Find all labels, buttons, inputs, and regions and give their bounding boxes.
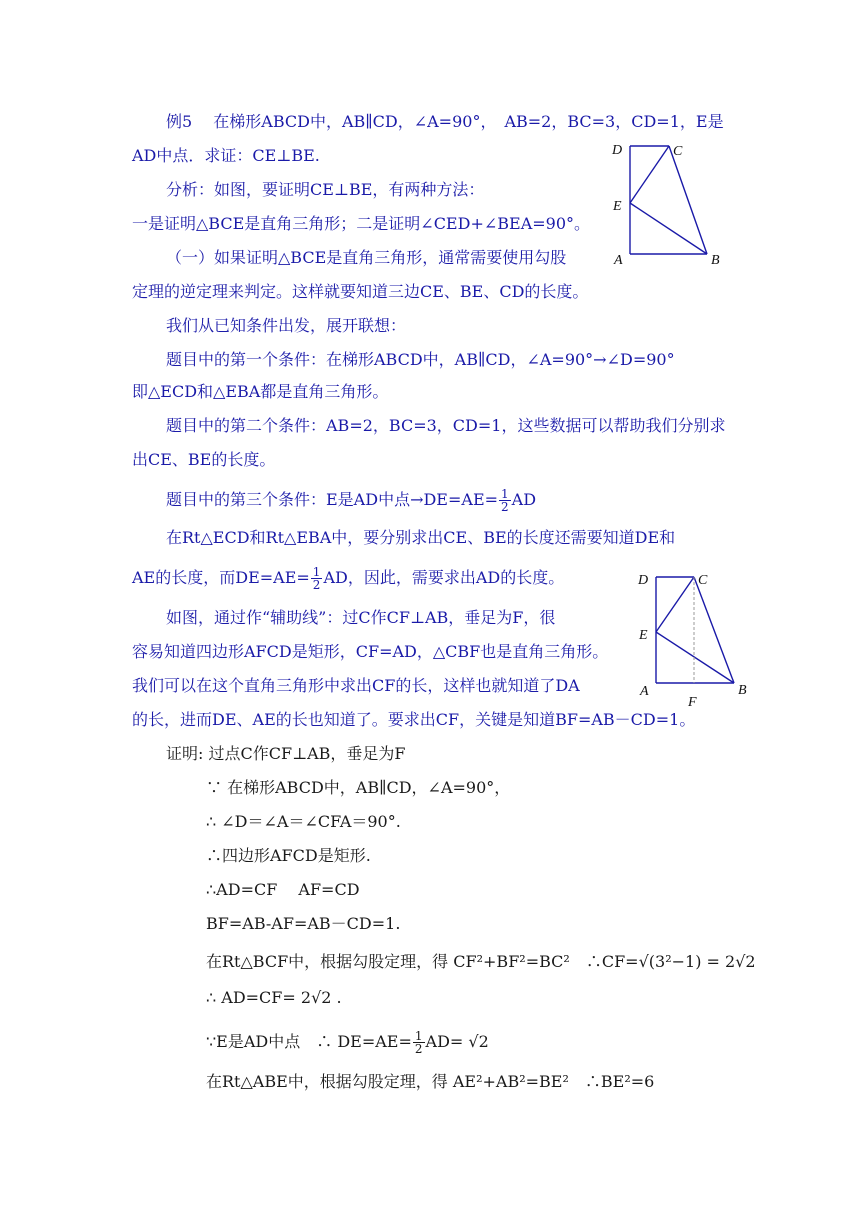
line-key-bf: 的长，进而DE、AE的长也知道了。要求出CF，关键是知道BF=AB－CD=1。 — [132, 710, 696, 729]
line-midpoint — [206, 1030, 489, 1055]
line-two-methods: 一是证明△BCE是直角三角形；二是证明∠CED+∠BEA=90°。 — [132, 214, 591, 233]
line-condition-2: 题目中的第二个条件：AB=2，BC=3，CD=1，这些数据可以帮助我们分别求 — [166, 416, 726, 435]
line-bf: BF=AB-AF=AB－CD=1. — [206, 914, 401, 933]
label-b: B — [711, 253, 720, 266]
line-condition-3 — [166, 488, 536, 513]
line-lengths: 出CE、BE的长度。 — [132, 450, 276, 469]
line-converse: 定理的逆定理来判定。这样就要知道三边CE、BE、CD的长度。 — [132, 282, 589, 301]
label-a: A — [614, 253, 623, 266]
line-ad-value: ∴ AD=CF= 2√2 . — [206, 988, 342, 1007]
label-b: B — [738, 683, 747, 698]
line-ad-cf: ∴AD=CF AF=CD — [206, 880, 360, 899]
trapezoid-figure-1 — [605, 136, 735, 266]
line-pythagoras-bcf: 在Rt△BCF中，根据勾股定理，得 CF²+BF²=BC² ∴CF=√(3²−1) = 2√2 — [206, 952, 756, 971]
line-condition-3-text: 题目中的第三个条件：E是AD中点→DE=AE= — [166, 490, 499, 509]
line-angles: ∴ ∠D＝∠A＝∠CFA＝90°. — [206, 812, 401, 831]
label-e: E — [639, 628, 648, 643]
segment-eb — [656, 632, 734, 683]
line-example: 例5 在梯形ABCD中，AB∥CD，∠A=90°， AB=2，BC=3，CD=1，E是 — [166, 112, 724, 131]
trapezoid-figure-2 — [634, 566, 754, 716]
fraction-half: $\frac{1}{2}$ — [312, 565, 321, 592]
label-a: A — [640, 684, 649, 699]
line-ae-length — [132, 566, 564, 591]
line-condition-1: 题目中的第一个条件：在梯形ABCD中，AB∥CD，∠A=90°→∠D=90° — [166, 350, 675, 369]
fraction-half: $\frac{1}{2}$ — [414, 1029, 423, 1056]
line-because: ∵ 在梯形ABCD中，AB∥CD，∠A=90°， — [206, 778, 511, 797]
label-c: C — [673, 144, 683, 159]
fraction-half: $\frac{1}{2}$ — [501, 487, 509, 514]
label-d: D — [638, 573, 649, 588]
label-f: F — [688, 695, 697, 710]
line-method-one: （一）如果证明△BCE是直角三角形，通常需要使用勾股 — [166, 248, 567, 267]
line-auxiliary: 如图，通过作“辅助线”：过C作CF⊥AB，垂足为F，很 — [166, 608, 556, 627]
line-rectangle: 容易知道四边形AFCD是矩形，CF=AD，△CBF也是直角三角形。 — [132, 642, 609, 661]
line-prove: AD中点．求证：CE⊥BE. — [132, 146, 320, 165]
line-associate: 我们从已知条件出发，展开联想： — [166, 316, 407, 335]
line-analysis: 分析：如图，要证明CE⊥BE，有两种方法： — [166, 180, 485, 199]
label-c: C — [698, 573, 708, 588]
line-pythagoras-abe: 在Rt△ABE中，根据勾股定理，得 AE²+AB²=BE² ∴BE²=6 — [206, 1072, 655, 1091]
line-ae-length-tail: AD，因此，需要求出AD的长度。 — [323, 568, 565, 587]
line-find-cf: 我们可以在这个直角三角形中求出CF的长，这样也就知道了DA — [132, 676, 580, 695]
line-condition-3-tail: AD — [511, 490, 537, 509]
line-midpoint-text: ∵E是AD中点 ∴ DE=AE= — [206, 1032, 412, 1051]
segment-eb — [630, 203, 707, 254]
segment-ec — [630, 146, 669, 203]
label-d: D — [612, 143, 623, 158]
line-is-rectangle: ∴四边形AFCD是矩形. — [206, 846, 371, 865]
segment-ec — [656, 577, 694, 632]
edge-cb — [694, 577, 734, 683]
line-midpoint-tail: AD= √2 — [425, 1032, 489, 1051]
line-proof: 证明: 过点C作CF⊥AB，垂足为F — [166, 744, 406, 763]
edge-cb — [669, 146, 707, 254]
label-e: E — [613, 199, 622, 214]
line-ae-length-text: AE的长度，而DE=AE= — [132, 568, 310, 587]
line-rt-triangles: 在Rt△ECD和Rt△EBA中，要分别求出CE、BE的长度还需要知道DE和 — [166, 528, 676, 547]
line-right-triangles: 即△ECD和△EBA都是直角三角形。 — [132, 382, 389, 401]
